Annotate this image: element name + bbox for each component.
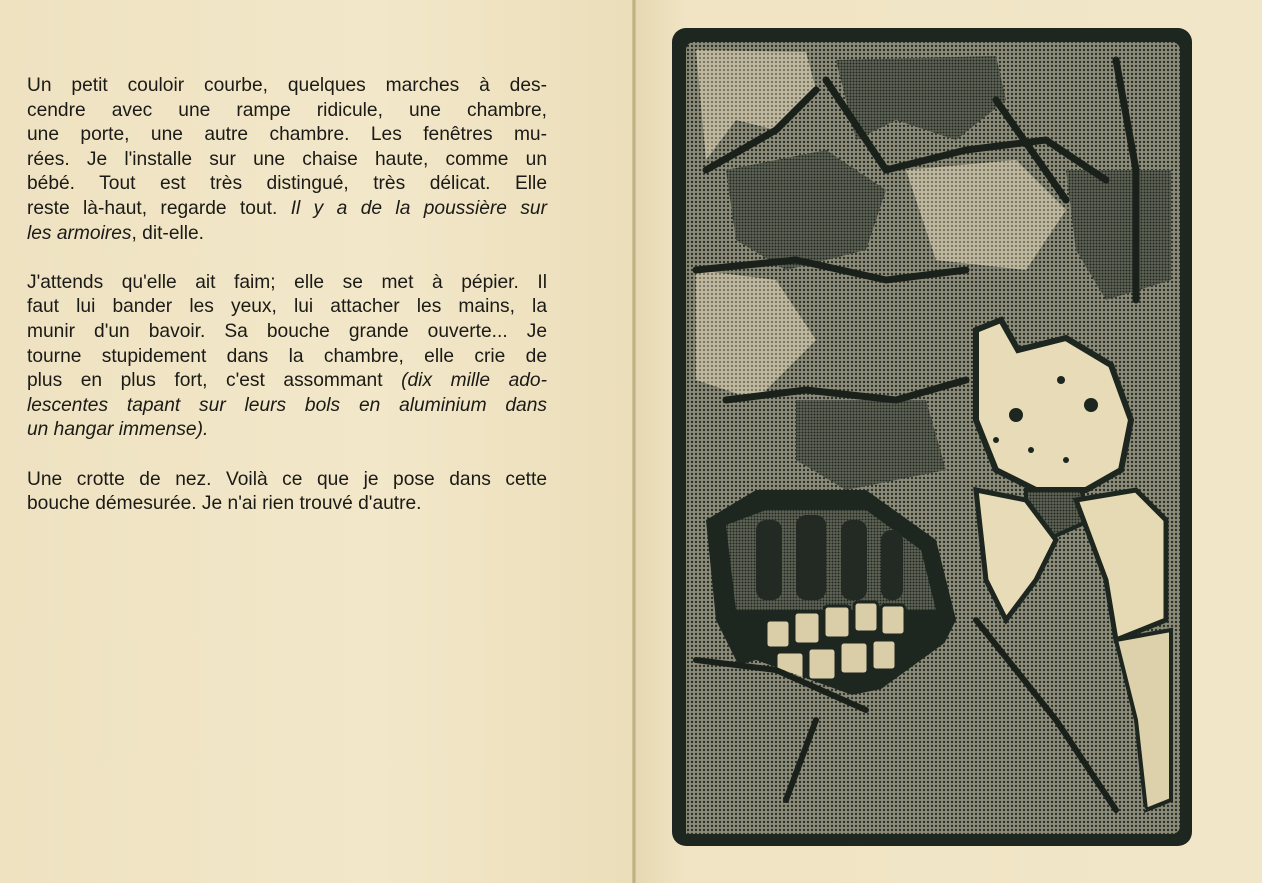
- text: bébé. Tout est très distingué, très délicat. Elle: [27, 173, 547, 195]
- text: une porte, une autre chambre. Les fenêtres mu-: [27, 124, 547, 146]
- text: tourne stupidement dans la chambre, elle crie de: [27, 345, 547, 367]
- text: faut lui bander les yeux, lui attacher les mains, la: [27, 296, 547, 318]
- text-line: [27, 345, 547, 370]
- text-line: [27, 295, 547, 320]
- text-line: [27, 369, 547, 394]
- text-line: [27, 418, 547, 443]
- text-line: [27, 222, 547, 247]
- paragraph: [27, 468, 547, 517]
- text: plus en plus fort, c'est assommant: [27, 370, 402, 392]
- text: Une crotte de nez. Voilà ce que je pose dans cette: [27, 468, 547, 490]
- text-line: [27, 99, 547, 124]
- italic-text: Il y a de la poussière sur: [290, 197, 547, 219]
- text-line: [27, 492, 547, 517]
- text-line: [27, 271, 547, 296]
- text-line: [27, 197, 547, 222]
- text-line: [27, 394, 547, 419]
- text-line: [27, 123, 547, 148]
- text: cendre avec une rampe ridicule, une chambre,: [27, 99, 547, 121]
- text: Un petit couloir courbe, quelques marches à des-: [27, 75, 547, 96]
- italic-text: un hangar immense).: [27, 419, 209, 441]
- text-line: [27, 74, 547, 99]
- text-line: [27, 468, 547, 493]
- text-line: [27, 320, 547, 345]
- paragraph: [27, 271, 547, 443]
- text: munir d'un bavoir. Sa bouche grande ouverte... Je: [27, 320, 547, 342]
- body-text: [27, 74, 547, 541]
- text: bouche démesurée. Je n'ai rien trouvé d'autre.: [27, 493, 422, 515]
- text: , dit-elle.: [131, 222, 205, 244]
- italic-text: lescentes tapant sur leurs bols en aluminium dans: [27, 394, 547, 416]
- text: J'attends qu'elle ait faim; elle se met à pépier. Il: [27, 271, 547, 293]
- italic-text: (dix mille ado-: [401, 370, 547, 392]
- illustration: [666, 20, 1200, 852]
- illustration-image: [666, 20, 1200, 852]
- text-line: [27, 172, 547, 197]
- italic-text: les armoires: [27, 222, 132, 244]
- text-line: [27, 148, 547, 173]
- paragraph: [27, 74, 547, 246]
- text: reste là-haut, regarde tout.: [27, 197, 291, 219]
- text: rées. Je l'installe sur une chaise haute, comme un: [27, 148, 547, 170]
